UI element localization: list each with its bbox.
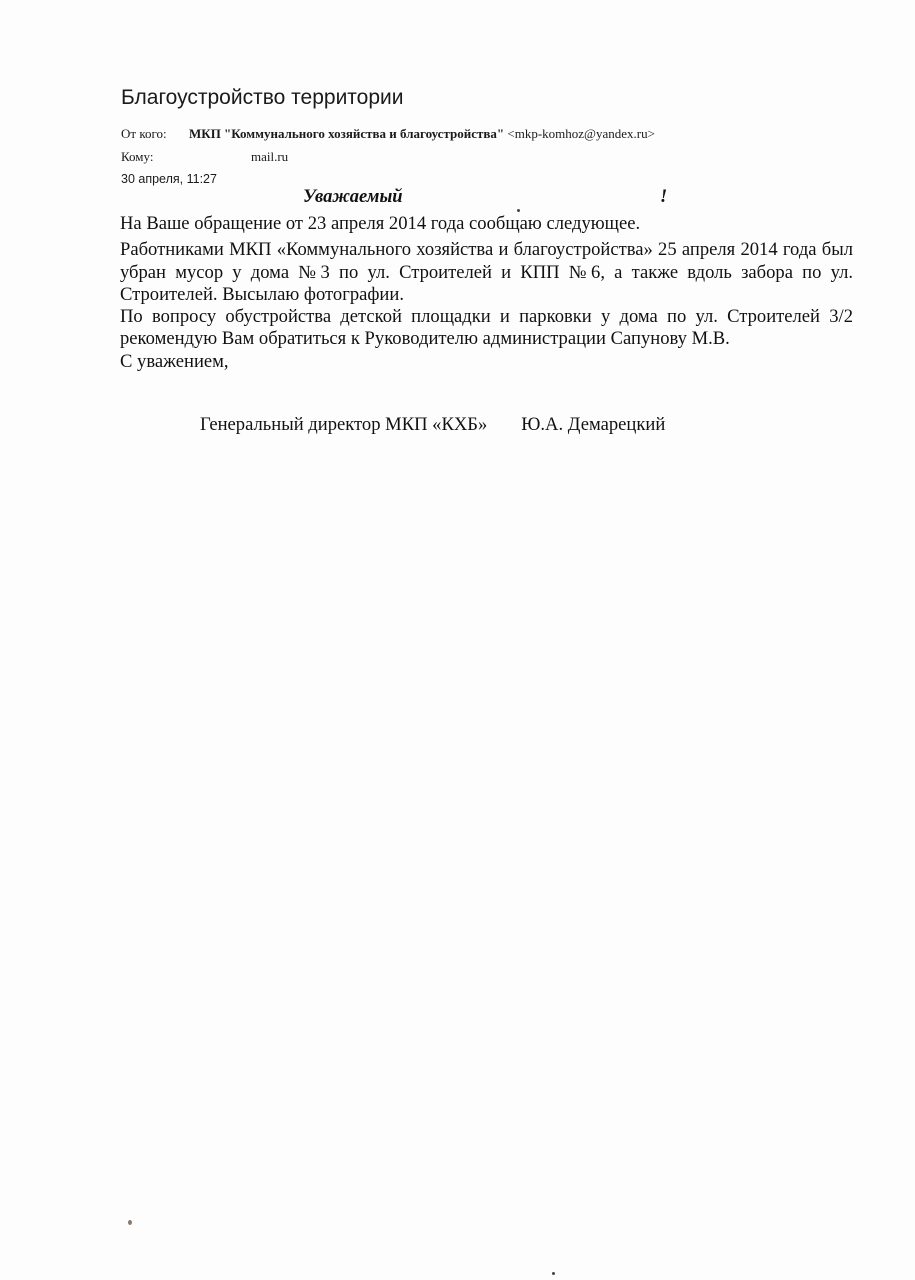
sender-address: <mkp-komhoz@yandex.ru> xyxy=(507,126,655,141)
scan-speck xyxy=(517,209,520,212)
paragraph-work-done: Работниками МКП «Коммунального хозяйства и благоустройства» 25 апреля 2014 года был убран мусор у дома №3 по ул. Строителей и КПП №6, а также вдоль забора по ул. Строителей. Высылаю фотографии. xyxy=(120,239,853,305)
scan-speck xyxy=(128,1220,132,1225)
to-label: Кому: xyxy=(121,149,154,164)
from-label: От кого: xyxy=(121,126,167,141)
paragraph-recommendation: По вопросу обустройства детской площадки и парковки у дома по ул. Строителей 3/2 рекомендую Вам обратиться к Руководителю администрации Сапунову М.В. xyxy=(120,306,853,350)
email-date: 30 апреля, 11:27 xyxy=(121,172,217,186)
signature-line xyxy=(200,414,665,436)
recipient-address: mail.ru xyxy=(251,149,289,164)
paragraph-reply: На Ваше обращение от 23 апреля 2014 года сообщаю следующее. xyxy=(120,213,641,234)
from-row xyxy=(121,126,655,142)
signature-title: Генеральный директор МКП «КХБ» xyxy=(200,414,488,435)
to-row xyxy=(121,149,288,165)
greeting: Уважаемый xyxy=(303,187,403,207)
closing: С уважением, xyxy=(120,350,229,372)
signature-name: Ю.А. Демарецкий xyxy=(521,414,666,435)
scan-speck xyxy=(552,1272,555,1275)
sender-name: МКП "Коммунального хозяйства и благоустройства" xyxy=(189,126,505,141)
letter-body xyxy=(120,213,853,373)
email-subject: Благоустройство территории xyxy=(121,86,404,109)
greeting-exclamation: ! xyxy=(660,187,668,207)
